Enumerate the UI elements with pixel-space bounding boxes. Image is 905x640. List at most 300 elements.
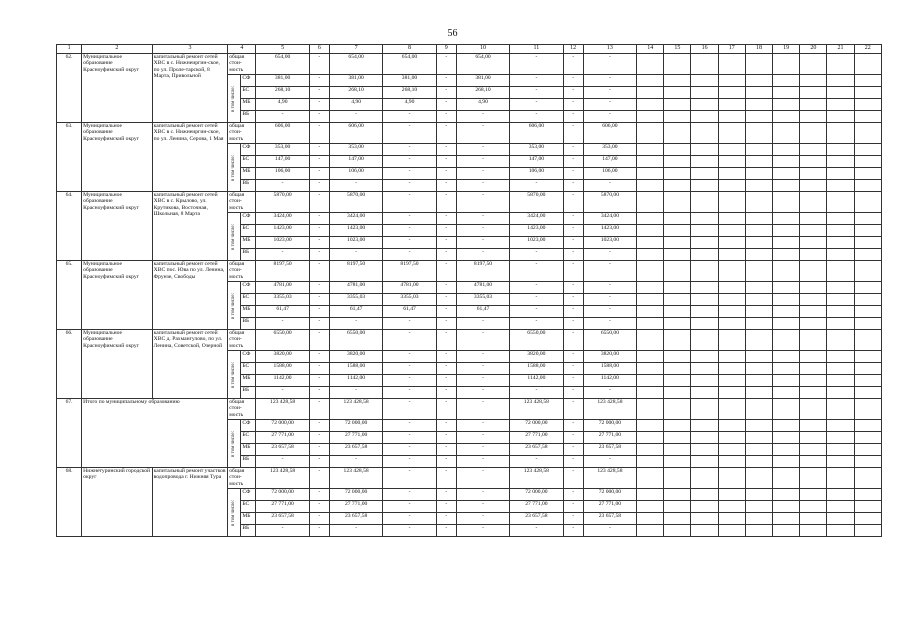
empty-cell	[718, 75, 745, 87]
empty-cell	[637, 75, 664, 87]
value-cell: -	[563, 318, 583, 330]
empty-cell	[637, 468, 664, 489]
value-cell: 147,00	[256, 156, 309, 168]
empty-cell	[854, 399, 881, 420]
value-cell: -	[309, 180, 329, 192]
value-cell: -	[309, 513, 329, 525]
value-cell: -	[510, 99, 563, 111]
value-cell: 147,00	[510, 156, 563, 168]
empty-cell	[664, 387, 691, 399]
value-cell: 6550,00	[510, 330, 563, 351]
value-cell: -	[309, 432, 329, 444]
col-header: 4	[228, 45, 256, 54]
value-cell: -	[456, 351, 509, 363]
value-cell: -	[436, 489, 456, 501]
value-cell: 61,47	[256, 306, 309, 318]
empty-cell	[637, 456, 664, 468]
value-cell: -	[383, 501, 436, 513]
empty-cell	[718, 351, 745, 363]
empty-cell	[745, 420, 772, 432]
value-cell: 353,00	[329, 144, 382, 156]
value-cell: 23 657,58	[256, 444, 309, 456]
value-cell: 4,90	[256, 99, 309, 111]
value-cell: -	[456, 387, 509, 399]
empty-cell	[854, 282, 881, 294]
empty-cell	[854, 225, 881, 237]
empty-cell	[691, 213, 718, 225]
value-cell: -	[510, 318, 563, 330]
value-cell: 5870,00	[510, 192, 563, 213]
empty-cell	[800, 180, 827, 192]
empty-cell	[854, 513, 881, 525]
value-cell: 23 657,58	[329, 444, 382, 456]
line-label: СФ	[241, 351, 256, 363]
table-row	[57, 123, 882, 144]
project-description: капитальный ремонт сетей ХВС в с. Нижнеиргин-ское, по ул. Проле-тарской, 8 Марта, Привольной	[152, 54, 228, 123]
value-cell: -	[436, 420, 456, 432]
empty-cell	[854, 351, 881, 363]
value-cell: -	[309, 489, 329, 501]
empty-cell	[800, 213, 827, 225]
empty-cell	[800, 432, 827, 444]
empty-cell	[745, 387, 772, 399]
empty-cell	[664, 363, 691, 375]
empty-cell	[827, 318, 854, 330]
line-label: СФ	[241, 75, 256, 87]
empty-cell	[827, 168, 854, 180]
value-cell: -	[383, 375, 436, 387]
project-description: капитальный ремонт сетей ХВС в с. Нижнеиргин-ское, по ул. Ленина, Серова, 1 Мая	[152, 123, 228, 192]
municipality-name: Нижнетуринский городской округ	[82, 468, 153, 537]
empty-cell	[691, 444, 718, 456]
empty-cell	[800, 237, 827, 249]
value-cell: -	[563, 363, 583, 375]
value-cell: 72 000,00	[583, 420, 636, 432]
value-cell: 4781,00	[256, 282, 309, 294]
empty-cell	[637, 294, 664, 306]
col-header: 9	[436, 45, 456, 54]
empty-cell	[854, 444, 881, 456]
empty-cell	[800, 399, 827, 420]
value-cell: -	[563, 111, 583, 123]
line-label: МБ	[241, 375, 256, 387]
value-cell: 23 657,58	[510, 513, 563, 525]
empty-cell	[718, 318, 745, 330]
value-cell: 1423,00	[329, 225, 382, 237]
empty-cell	[745, 501, 772, 513]
empty-cell	[773, 513, 800, 525]
value-cell: 1588,00	[256, 363, 309, 375]
empty-cell	[718, 363, 745, 375]
empty-cell	[773, 192, 800, 213]
project-description: капитальный ремонт участков водопровода г. Нижняя Тура	[152, 468, 228, 537]
empty-cell	[745, 399, 772, 420]
empty-cell	[691, 501, 718, 513]
empty-cell	[773, 261, 800, 282]
value-cell: -	[456, 249, 509, 261]
value-cell: -	[510, 54, 563, 75]
col-header: 15	[664, 45, 691, 54]
empty-cell	[773, 501, 800, 513]
empty-cell	[745, 318, 772, 330]
empty-cell	[664, 468, 691, 489]
empty-cell	[827, 456, 854, 468]
value-cell: -	[456, 399, 509, 420]
empty-cell	[691, 282, 718, 294]
empty-cell	[718, 225, 745, 237]
value-cell: -	[309, 75, 329, 87]
empty-cell	[718, 99, 745, 111]
value-cell: -	[563, 420, 583, 432]
value-cell: -	[563, 87, 583, 99]
line-label: МБ	[241, 444, 256, 456]
empty-cell	[854, 432, 881, 444]
value-cell: -	[456, 318, 509, 330]
value-cell: 106,00	[329, 168, 382, 180]
col-header: 2	[82, 45, 153, 54]
empty-cell	[854, 456, 881, 468]
value-cell: 381,00	[383, 75, 436, 87]
empty-cell	[854, 420, 881, 432]
value-cell: 123 428,58	[329, 399, 382, 420]
empty-cell	[854, 249, 881, 261]
empty-cell	[800, 75, 827, 87]
empty-cell	[854, 375, 881, 387]
value-cell: -	[510, 456, 563, 468]
empty-cell	[827, 180, 854, 192]
value-cell: -	[563, 54, 583, 75]
value-cell: -	[383, 111, 436, 123]
empty-cell	[854, 330, 881, 351]
empty-cell	[718, 525, 745, 537]
line-label: СФ	[241, 489, 256, 501]
table-row	[57, 468, 882, 489]
value-cell: 123 428,58	[510, 399, 563, 420]
empty-cell	[664, 351, 691, 363]
value-cell: -	[583, 261, 636, 282]
value-cell: 606,00	[256, 123, 309, 144]
empty-cell	[664, 75, 691, 87]
empty-cell	[827, 111, 854, 123]
empty-cell	[745, 144, 772, 156]
value-cell: -	[583, 306, 636, 318]
value-cell: -	[309, 525, 329, 537]
value-cell: -	[510, 294, 563, 306]
value-cell: 3355,03	[456, 294, 509, 306]
value-cell: -	[383, 387, 436, 399]
empty-cell	[854, 156, 881, 168]
line-label: МБ	[241, 306, 256, 318]
col-header: 3	[152, 45, 228, 54]
value-cell: -	[383, 399, 436, 420]
empty-cell	[691, 75, 718, 87]
col-header: 8	[383, 45, 436, 54]
empty-cell	[773, 87, 800, 99]
empty-cell	[800, 54, 827, 75]
value-cell: -	[309, 156, 329, 168]
value-cell: 3820,00	[329, 351, 382, 363]
empty-cell	[773, 249, 800, 261]
subtotal-label	[228, 489, 241, 537]
empty-cell	[745, 525, 772, 537]
municipality-name: Муниципальное образование Красноуфимский округ	[82, 123, 153, 192]
empty-cell	[827, 87, 854, 99]
value-cell: 268,10	[456, 87, 509, 99]
empty-cell	[691, 513, 718, 525]
empty-cell	[773, 468, 800, 489]
empty-cell	[827, 432, 854, 444]
value-cell: -	[309, 330, 329, 351]
empty-cell	[664, 318, 691, 330]
page-number: 56	[447, 28, 458, 39]
empty-cell	[637, 306, 664, 318]
line-label: БС	[241, 225, 256, 237]
value-cell: -	[309, 306, 329, 318]
value-cell: 3820,00	[510, 351, 563, 363]
value-cell: -	[583, 282, 636, 294]
value-cell: -	[383, 513, 436, 525]
empty-cell	[664, 282, 691, 294]
value-cell: -	[510, 87, 563, 99]
empty-cell	[691, 489, 718, 501]
line-label: БС	[241, 501, 256, 513]
value-cell: -	[436, 75, 456, 87]
empty-cell	[827, 123, 854, 144]
empty-cell	[637, 363, 664, 375]
empty-cell	[800, 513, 827, 525]
empty-cell	[773, 399, 800, 420]
empty-cell	[800, 249, 827, 261]
value-cell: 3355,03	[256, 294, 309, 306]
value-cell: 3820,00	[256, 351, 309, 363]
value-cell: -	[436, 87, 456, 99]
value-cell: -	[383, 363, 436, 375]
col-header: 17	[718, 45, 745, 54]
value-cell: 4781,00	[329, 282, 382, 294]
value-cell: -	[583, 525, 636, 537]
value-cell: 654,00	[256, 54, 309, 75]
empty-cell	[745, 261, 772, 282]
value-cell: -	[383, 249, 436, 261]
empty-cell	[854, 168, 881, 180]
empty-cell	[691, 87, 718, 99]
empty-cell	[800, 294, 827, 306]
empty-cell	[637, 87, 664, 99]
value-cell: -	[563, 99, 583, 111]
subtotal-label	[228, 213, 241, 261]
value-cell: -	[436, 399, 456, 420]
value-cell: -	[256, 456, 309, 468]
value-cell: -	[309, 99, 329, 111]
value-cell: -	[583, 54, 636, 75]
empty-cell	[745, 87, 772, 99]
value-cell: -	[510, 75, 563, 87]
line-label: общая стои-мость	[228, 330, 256, 351]
municipality-name: Муниципальное образование Красноуфимский округ	[82, 261, 153, 330]
empty-cell	[800, 501, 827, 513]
empty-cell	[745, 432, 772, 444]
value-cell: 5870,00	[329, 192, 382, 213]
empty-cell	[745, 375, 772, 387]
value-cell: -	[436, 318, 456, 330]
empty-cell	[745, 213, 772, 225]
empty-cell	[800, 192, 827, 213]
empty-cell	[854, 87, 881, 99]
empty-cell	[691, 387, 718, 399]
value-cell: -	[309, 237, 329, 249]
value-cell: -	[436, 468, 456, 489]
empty-cell	[800, 444, 827, 456]
empty-cell	[745, 444, 772, 456]
empty-cell	[800, 387, 827, 399]
value-cell: -	[383, 192, 436, 213]
value-cell: -	[436, 525, 456, 537]
empty-cell	[691, 249, 718, 261]
empty-cell	[800, 99, 827, 111]
value-cell: -	[383, 213, 436, 225]
empty-cell	[664, 525, 691, 537]
value-cell: -	[383, 525, 436, 537]
value-cell: -	[436, 330, 456, 351]
empty-cell	[800, 156, 827, 168]
empty-cell	[691, 225, 718, 237]
value-cell: -	[583, 87, 636, 99]
empty-cell	[827, 501, 854, 513]
empty-cell	[691, 99, 718, 111]
empty-cell	[664, 213, 691, 225]
value-cell: -	[563, 168, 583, 180]
value-cell: -	[563, 237, 583, 249]
value-cell: 381,00	[256, 75, 309, 87]
empty-cell	[854, 75, 881, 87]
value-cell: -	[436, 168, 456, 180]
empty-cell	[718, 501, 745, 513]
value-cell: -	[383, 225, 436, 237]
value-cell: 8197,50	[456, 261, 509, 282]
value-cell: -	[309, 111, 329, 123]
budget-table	[56, 44, 882, 537]
empty-cell	[691, 168, 718, 180]
line-label: общая стои-мость	[228, 192, 256, 213]
value-cell: 1023,00	[510, 237, 563, 249]
value-cell: -	[309, 468, 329, 489]
subtotal-label-text: в том числе:	[231, 223, 237, 250]
value-cell: -	[583, 294, 636, 306]
empty-cell	[854, 525, 881, 537]
empty-cell	[637, 351, 664, 363]
empty-cell	[854, 180, 881, 192]
line-label: ВБ	[241, 525, 256, 537]
line-label: СФ	[241, 420, 256, 432]
empty-cell	[664, 261, 691, 282]
value-cell: -	[583, 318, 636, 330]
project-description: капитальный ремонт сетей ХВС пос. Юва по ул. Ленина, Фрунзе, Свободы	[152, 261, 228, 330]
value-cell: -	[309, 375, 329, 387]
value-cell: -	[456, 456, 509, 468]
empty-cell	[827, 363, 854, 375]
value-cell: 1142,00	[256, 375, 309, 387]
value-cell: 1142,00	[583, 375, 636, 387]
value-cell: -	[383, 420, 436, 432]
value-cell: -	[309, 318, 329, 330]
subtotal-label-text: в том числе:	[231, 430, 237, 457]
empty-cell	[745, 123, 772, 144]
line-label: общая стои-мость	[228, 468, 256, 489]
table-row	[57, 54, 882, 75]
subtotal-label	[228, 144, 241, 192]
empty-cell	[637, 318, 664, 330]
value-cell: 61,47	[456, 306, 509, 318]
value-cell: 6550,00	[329, 330, 382, 351]
line-label: общая стои-мость	[228, 123, 256, 144]
value-cell: -	[309, 192, 329, 213]
value-cell: -	[456, 111, 509, 123]
col-header: 22	[854, 45, 881, 54]
value-cell: -	[256, 249, 309, 261]
value-cell: 3355,03	[383, 294, 436, 306]
value-cell: -	[563, 399, 583, 420]
empty-cell	[745, 468, 772, 489]
empty-cell	[637, 489, 664, 501]
value-cell: -	[510, 387, 563, 399]
empty-cell	[718, 306, 745, 318]
empty-cell	[854, 489, 881, 501]
empty-cell	[827, 294, 854, 306]
empty-cell	[745, 306, 772, 318]
empty-cell	[745, 330, 772, 351]
value-cell: -	[583, 456, 636, 468]
empty-cell	[637, 168, 664, 180]
value-cell: -	[436, 225, 456, 237]
value-cell: -	[563, 525, 583, 537]
value-cell: -	[456, 375, 509, 387]
value-cell: 27 771,00	[329, 432, 382, 444]
empty-cell	[664, 399, 691, 420]
value-cell: 1423,00	[256, 225, 309, 237]
value-cell: -	[436, 375, 456, 387]
value-cell: -	[456, 180, 509, 192]
value-cell: -	[436, 294, 456, 306]
value-cell: -	[309, 399, 329, 420]
value-cell: 23 657,58	[510, 444, 563, 456]
line-label: общая стои-мость	[228, 261, 256, 282]
value-cell: -	[510, 525, 563, 537]
empty-cell	[664, 237, 691, 249]
value-cell: -	[383, 168, 436, 180]
value-cell: -	[383, 237, 436, 249]
value-cell: 3820,00	[583, 351, 636, 363]
value-cell: -	[456, 513, 509, 525]
empty-cell	[800, 525, 827, 537]
col-header: 6	[309, 45, 329, 54]
empty-cell	[773, 375, 800, 387]
value-cell: -	[456, 444, 509, 456]
value-cell: -	[383, 432, 436, 444]
value-cell: -	[583, 180, 636, 192]
empty-cell	[664, 123, 691, 144]
value-cell: 1023,00	[329, 237, 382, 249]
value-cell: -	[383, 156, 436, 168]
line-label: СФ	[241, 282, 256, 294]
value-cell: -	[436, 180, 456, 192]
empty-cell	[745, 75, 772, 87]
value-cell: -	[436, 501, 456, 513]
value-cell: 123 428,58	[329, 468, 382, 489]
value-cell: 654,00	[456, 54, 509, 75]
empty-cell	[827, 75, 854, 87]
empty-cell	[745, 513, 772, 525]
value-cell: 72 000,00	[329, 489, 382, 501]
